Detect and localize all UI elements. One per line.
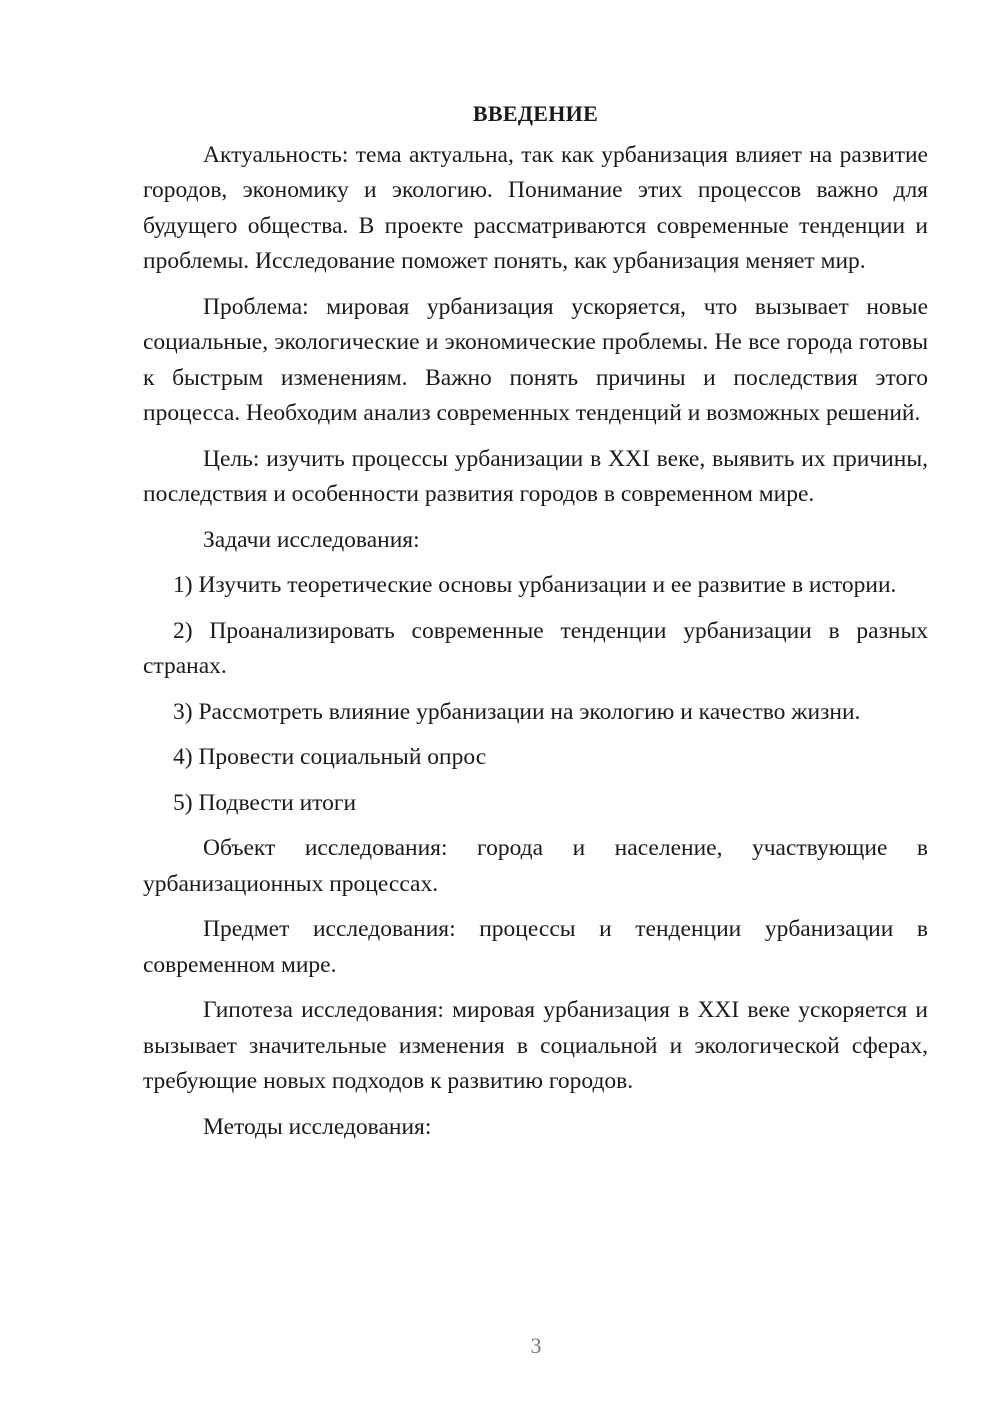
relevance-paragraph: Актуальность: тема актуальна, так как урбанизация влияет на развитие городов, экономику и экологию. Понимание этих процессов важно для будущего общества. В проекте рассматриваются современные тенденции и проблемы. Исследование поможет понять, как урбанизация меняет мир. xyxy=(143,141,928,274)
hypothesis-paragraph: Гипотеза исследования: мировая урбанизация в XXI веке ускоряется и вызывает значительные изменения в социальной и экологической сферах, требующие новых подходов к развитию городов. xyxy=(143,997,928,1094)
task-item-4: 4) Провести социальный опрос xyxy=(173,744,487,770)
methods-heading: Методы исследования: xyxy=(203,1113,432,1140)
page-content xyxy=(143,96,928,1145)
object-paragraph: Объект исследования: города и население, участвующие в урбанизационных процессах. xyxy=(143,835,928,897)
goal-paragraph: Цель: изучить процессы урбанизации в XXI веке, выявить их причины, последствия и особенности развития городов в современном мире. xyxy=(143,445,928,507)
problem-paragraph: Проблема: мировая урбанизация ускоряется, что вызывает новые социальные, экологические и экономические проблемы. Не все города готовы к быстрым изменениям. Важно понять причины и последствия этого процесса. Необходим анализ современных тенденций и возможных решений. xyxy=(143,293,928,426)
task-item-3: 3) Рассмотреть влияние урбанизации на экологию и качество жизни. xyxy=(173,698,861,725)
subject-paragraph: Предмет исследования: процессы и тенденции урбанизации в современном мире. xyxy=(143,916,928,978)
page-number: 3 xyxy=(530,1333,542,1358)
tasks-heading: Задачи исследования: xyxy=(203,526,420,553)
task-item-2: 2) Проанализировать современные тенденции урбанизации в разных странах. xyxy=(143,617,928,679)
task-item-5: 5) Подвести итоги xyxy=(173,789,357,816)
task-item-1: 1) Изучить теоретические основы урбанизации и ее развитие в истории. xyxy=(173,572,897,598)
document-title: ВВЕДЕНИЕ xyxy=(472,101,599,126)
